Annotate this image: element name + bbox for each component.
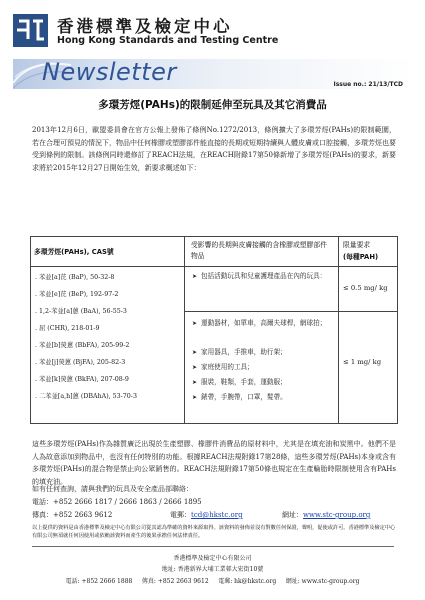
footer-fax: 傳真: +852 2663 9612 xyxy=(141,578,209,585)
stc-logo-icon xyxy=(13,14,48,47)
contact-web xyxy=(282,509,370,522)
substance-row: . 屈 (CHR), 218-01-9 xyxy=(35,325,100,332)
article-toys-text: 包括活動玩具和兒童護理產品在內的玩具： xyxy=(201,272,327,280)
article-tools xyxy=(192,362,331,374)
col-header-limit-line2: (每種PAH) xyxy=(343,253,379,261)
arrow-bullet-icon: ➤ xyxy=(192,320,198,327)
newsletter-title: Newsletter xyxy=(42,58,177,86)
article-clothing-text: 服裝，鞋類，手套，運動服； xyxy=(201,378,287,386)
contact-web-label: 網址： xyxy=(282,511,303,519)
contact-email-link[interactable]: tcd@hkstc.org xyxy=(191,511,243,519)
footer-divider xyxy=(32,546,394,547)
table-header-divider xyxy=(31,266,397,267)
background-paragraph: 這些多環芳烴(PAHs)作為雜質廣泛出現於生產塑膠、橡膠件消費品的原材料中，尤其是在填充油和炭黑中。他們不是人為故意添加到物品中，也沒有任何特別的功能。根據REACH法規附錄17第28條，這些多環芳烴(PAHs)本身或含有多環芳烴(PAHs)的混合物是禁止向公眾銷售的。REACH法規附錄17第50條也規定在生產輪胎時限制使用含有PAHs的填充油。 xyxy=(32,440,396,486)
contact-web-link[interactable]: www.stc-group.org xyxy=(303,511,371,519)
arrow-bullet-icon: ➤ xyxy=(192,394,198,401)
article-tools-text: 家庭使用的工具； xyxy=(201,363,254,371)
contact-intro: 如有任何查詢，請與我們的玩具及安全產品部聯絡： xyxy=(32,485,193,493)
limit-toys: ≤ 0.5 mg/ kg xyxy=(343,284,388,292)
org-name-en: Hong Kong Standards and Testing Centre xyxy=(57,35,279,46)
disclaimer: 以上提供的資料是由香港標準及檢定中心有限公司從其認為準確的資料來源取得。該資料的發佈並沒有對數任何保證，聲明，促使或許可。香港標準及檢定中心有限公司無須就任何因使用或依賴該資料而產生的後果承擔任何法律責任。 xyxy=(32,525,396,540)
contact-fax: 傳真：+852 2663 9612 xyxy=(32,511,113,519)
article-household xyxy=(192,347,331,359)
article-clothing xyxy=(192,377,331,389)
footer-address: 地址: 香港新界大埔工業邨大宏街10號 xyxy=(161,566,264,573)
table-row-divider xyxy=(185,311,397,312)
article-title: 多環芳烴(PAHs)的限制延伸至玩具及其它消費品 xyxy=(98,99,327,111)
table-col-divider xyxy=(338,237,339,423)
col-header-limit-line1: 限量要求 xyxy=(343,241,371,249)
article-straps-text: 錶帶，手腕帶，口罩，髮帶。 xyxy=(201,393,287,401)
footer-web: 網址: www.stc-group.org xyxy=(285,578,360,585)
intro-paragraph: 2013年12月6日，歐盟委員會在官方公報上發佈了條例No.1272/2013，條例擴大了多環芳烴(PAHs)的限制範圍，若在合理可預見的情況下，物品中任何橡膠或塑膠部件能直接的長期或短期持續與人體皮膚或口腔接觸，多環芳烴也要受到條例的限制。該條例同時還修訂了REACH法規，在REACH附錄17第50條新增了多環芳烴(PAHs)的要求，新要求將於2015年12月27日開始生效，新要求概述如下： xyxy=(32,126,396,172)
article-household-text: 家用器具，手推車，助行架； xyxy=(201,348,287,356)
footer-company: 香港標準及檢定中心有限公司 xyxy=(173,555,252,562)
substance-row: . 苯並[b]熒蒽 (BbFA), 205-99-2 xyxy=(35,342,130,349)
substance-row: . 苯並[j]熒蒽 (BjFA), 205-82-3 xyxy=(35,359,126,366)
contact-tel: 電話：+852 2666 1817 / 2666 1863 / 2666 1895 xyxy=(32,498,202,506)
issue-number: Issue no.: 21/13/TCD xyxy=(333,81,403,88)
contact-email-label: 電郵： xyxy=(170,511,191,519)
limit-other-articles: ≤ 1 mg/ kg xyxy=(343,358,382,366)
arrow-bullet-icon: ➤ xyxy=(192,349,198,356)
substance-row: . 苯並[a]芘 (BaP), 50-32-8 xyxy=(35,274,115,281)
contact-email xyxy=(170,509,243,522)
footer-contact-line xyxy=(0,576,425,585)
article-sports-text: 運動器材，如單車，高爾夫球桿，網球拍； xyxy=(201,319,327,327)
arrow-bullet-icon: ➤ xyxy=(192,379,198,386)
col-header-substance: 多環芳烴(PAHs), CAS號 xyxy=(34,248,114,256)
substance-row: . 苯並[k]熒蒽 (BkFA), 207-08-9 xyxy=(35,376,129,383)
pah-requirements-table xyxy=(30,236,398,424)
article-sports xyxy=(192,318,331,330)
arrow-bullet-icon: ➤ xyxy=(192,364,198,371)
article-toys xyxy=(192,271,331,283)
substance-row: . 苯並[e]芘 (BeP), 192-97-2 xyxy=(35,291,119,298)
org-name-zh: 香港標準及檢定中心 xyxy=(57,17,233,36)
stc-logo xyxy=(13,14,48,47)
col-header-articles: 受影響的長期與皮膚接觸的含橡膠或塑膠部件物品 xyxy=(191,241,327,260)
substance-row: . 二苯並[a,h]蒽 (DBAhA), 53-70-3 xyxy=(35,393,137,400)
table-col-divider xyxy=(184,237,185,423)
footer-tel: 電話: +852 2666 1888 xyxy=(65,578,133,585)
arrow-bullet-icon: ➤ xyxy=(192,273,198,280)
article-straps xyxy=(192,392,331,404)
footer-email: 電郵: hk@hkstc.org xyxy=(218,578,277,585)
substance-row: . 1,2-苯並[a]蒽 (BaA), 56-55-3 xyxy=(35,308,127,315)
